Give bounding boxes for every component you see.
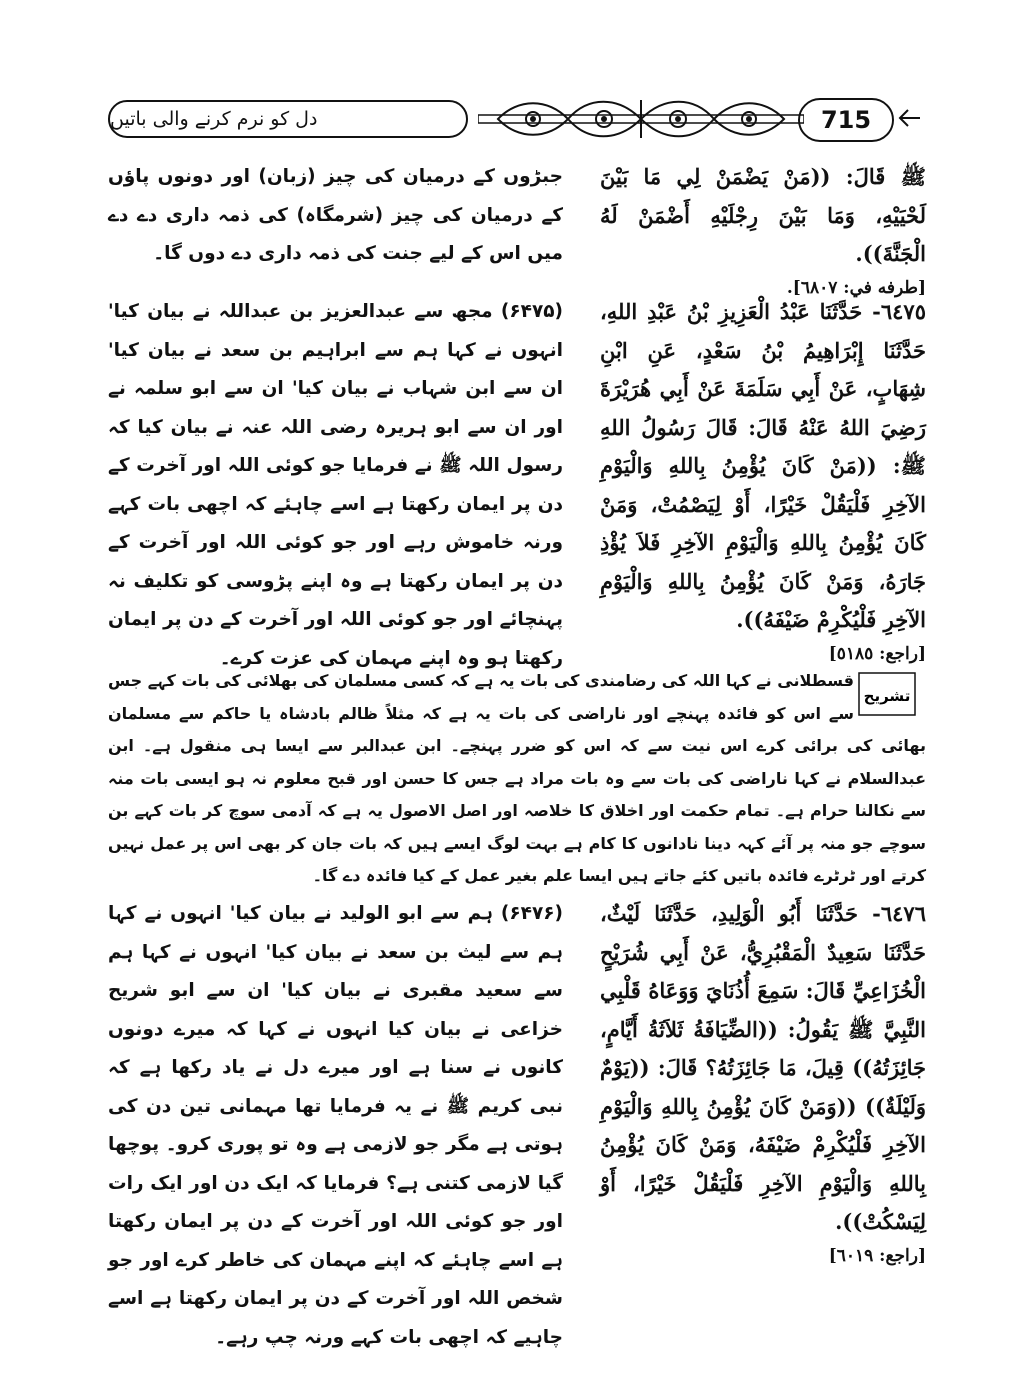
hadith-6476-arabic xyxy=(600,895,926,1270)
hadith-6475-arabic-text: ٦٤٧٥- حَدَّثَنَا عَبْدُ الْعَزِيزِ بْنُ عَبْدِ اللهِ، حَدَّثَنَا إِبْرَاهِيمُ بْنُ سَعْدٍ، عَنِ ابْنِ شِهَابٍ، عَنْ أَبِي سَلَمَةَ عَنْ أَبِي هُرَيْرَةَ رَضِيَ اللهُ عَنْهُ قَالَ: قَالَ رَسُولُ اللهِ ﷺ: ((مَنْ كَانَ يُؤْمِنُ بِاللهِ وَالْيَوْمِ الآخِرِ فَلْيَقُلْ خَيْرًا، أَوْ لِيَصْمُتْ، وَمَنْ كَانَ يُؤْمِنُ بِاللهِ وَالْيَوْمِ الآخِرِ فَلاَ يُؤْذِ جَارَهُ، وَمَنْ كَانَ يُؤْمِنُ بِاللهِ وَالْيَوْمِ الآخِرِ فَلْيُكْرِمْ ضَيْفَهُ)). xyxy=(600,299,926,632)
hadith-6475-urdu-text: (۶۴۷۵) مجھ سے عبدالعزیز بن عبداللہ نے بیان کیا' انہوں نے کہا ہم سے ابراہیم بن سعد نے بیان کیا' ان سے ابن شہاب نے بیان کیا' ان سے ابو سلمہ نے اور ان سے ابو ہریرہ رضی اللہ عنہ نے بیان کیا کہ رسول اللہ ﷺ نے فرمایا جو کوئی اللہ اور آخرت کے دن پر ایمان رکھتا ہے اسے چاہئے کہ اچھی بات کہے ورنہ خاموش رہے اور جو کوئی اللہ اور آخرت کے دن پر ایمان رکھتا ہے وہ اپنے پڑوسی کو تکلیف نہ پہنچائے اور جو کوئی اللہ اور آخرت کے دن پر ایمان رکھتا ہو وہ اپنے مہمان کی عزت کرے۔ xyxy=(108,301,563,669)
urdu-intro-text: جبڑوں کے درمیان کی چیز (زبان) اور دونوں پاؤں کے درمیان کی چیز (شرمگاہ) کی ذمہ داری دے دے میں اس کے لیے جنت کی ذمہ داری دے دوں گا۔ xyxy=(108,166,563,264)
sharh-commentary xyxy=(108,665,926,893)
hadith-6475-arabic xyxy=(600,293,926,668)
sharh-label: تشریح xyxy=(863,687,911,705)
hadith-6476-ref: [راجع: ٦٠١٩] xyxy=(828,1245,926,1266)
hadith-6476-urdu-text: (۶۴۷۶) ہم سے ابو الولید نے بیان کیا' انہوں نے کہا ہم سے لیث بن سعد نے بیان کیا' انہوں نے کہا ہم سے سعید مقبری نے بیان کیا' ان سے ابو شریح خزاعی نے بیان کیا انہوں نے کہا کہ میرے دونوں کانوں نے سنا ہے اور میرے دل نے یاد رکھا ہے کہ نبی کریم ﷺ نے یہ فرمایا تھا مہمانی تین دن کی ہوتی ہے مگر جو لازمی ہے وہ تو پوری کرو۔ پوچھا گیا لازمی کتنی ہے؟ فرمایا کہ ایک دن اور ایک رات اور جو کوئی اللہ اور آخرت کے دن پر ایمان رکھتا ہے اسے چاہئے کہ اپنے مہمان کی خاطر کرے اور جو شخص اللہ اور آخرت کے دن پر ایمان رکھتا ہے اسے چاہیے کہ اچھی بات کہے ورنہ چپ رہے۔ xyxy=(108,903,563,1348)
page-number: 715 xyxy=(798,98,894,142)
header-ornament-icon xyxy=(478,96,804,142)
page-header xyxy=(108,94,926,146)
sharh-text: قسطلانی نے کہا اللہ کی رضامندی کی بات یہ ہے کہ کسی مسلمان کی بھلائی کی بات کہے جس سے اس کو فائدہ پہنچے اور ناراضی کی بات یہ ہے کہ مثلاً ظالم بادشاہ یا حاکم سے مسلمان بھائی کی برائی کرے اس نیت سے کہ اس کو ضرر پہنچے۔ ابن عبدالبر سے ایسا ہی منقول ہے۔ ابن عبدالسلام نے کہا ناراضی کی بات سے وہ بات مراد ہے جس کا حسن اور قبح معلوم نہ ہو ایسی بات منہ سے نکالنا حرام ہے۔ تمام حکمت اور اخلاق کا خلاصہ اور اصل الاصول یہ ہے کہ آدمی سوچ کر بات کہے بن سوچے جو منہ پر آئے کہہ دینا نادانوں کا کام ہے بہت لوگ ایسے ہیں کہ بات جان کر بھی اس پر عمل نہیں کرتے اور ٹرٹرے فائدہ باتیں کئے جاتے ہیں ایسا علم بغیر عمل کے کیا فائدہ دے گا۔ xyxy=(108,671,926,885)
arabic-intro xyxy=(600,158,926,302)
hadith-6475-urdu xyxy=(108,293,563,678)
hadith-6476-urdu xyxy=(108,895,563,1357)
arrow-left-icon xyxy=(898,108,922,128)
urdu-intro xyxy=(108,158,563,274)
hadith-6476-arabic-text: ٦٤٧٦- حَدَّثَنَا أَبُو الْوَلِيدِ، حَدَّثَنَا لَيْثٌ، حَدَّثَنَا سَعِيدٌ الْمَقْبُرِيُّ، عَنْ أَبِي شُرَيْحٍ الْخُزَاعِيِّ قَالَ: سَمِعَ أُذُنَايَ وَوَعَاهُ قَلْبِي النَّبِيَّ ﷺ يَقُولُ: ((الضِّيَافَةُ ثَلاَثَةُ أَيَّامٍ، جَائِزَتُهُ)) قِيلَ، مَا جَائِزَتُهُ؟ قَالَ: ((يَوْمٌ وَلَيْلَةٌ)) ((وَمَنْ كَانَ يُؤْمِنُ بِاللهِ وَالْيَوْمِ الآخِرِ فَلْيُكْرِمْ ضَيْفَهُ، وَمَنْ كَانَ يُؤْمِنُ بِاللهِ وَالْيَوْمِ الآخِرِ فَلْيَقُلْ خَيْرًا، أَوْ لِيَسْكُتْ)). xyxy=(600,901,926,1234)
chapter-title: دل کو نرم کرنے والی باتیں xyxy=(108,100,468,138)
hadith-6475-ref: [راجع: ٥١٨٥] xyxy=(828,643,926,664)
arabic-intro-text: ﷺ قَالَ: ((مَنْ يَضْمَنْ لِي مَا بَيْنَ لَحْيَيْهِ، وَمَا بَيْنَ رِجْلَيْهِ أَضْمَنْ لَهُ الْجَنَّةَ)). xyxy=(600,164,926,266)
arabic-intro-ref: [طرفه في: ٦٨٠٧]. xyxy=(786,277,926,298)
